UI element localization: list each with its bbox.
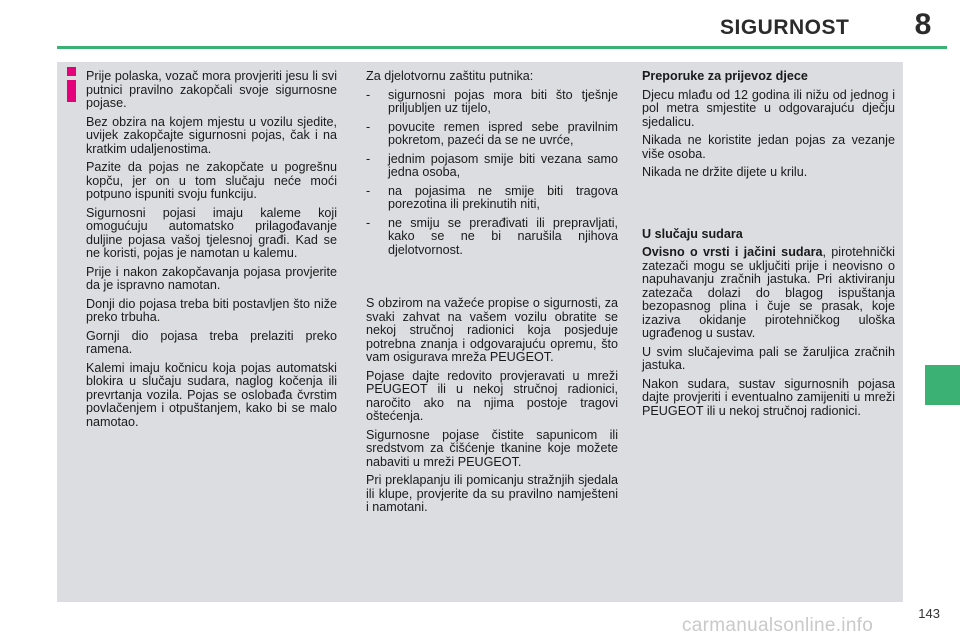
paragraph: Kalemi imaju kočnicu koja pojas automatski blokira u slučaju sudara, naglog kočenja ili prevrtanja vozila. Pojas se oslobađa čvrstim povlačenjem i otpuštanjem, kako bi se malo namotao.: [86, 360, 337, 429]
paragraph: U svim slučajevima pali se žaruljica zračnih jastuka.: [642, 344, 895, 372]
paragraph: Sigurnosni pojasi imaju kaleme koji omogućuju automatsko prilagođavanje duljine pojasa vašoj tjelesnoj građi. Kad se ne koristi, pojas je namotan u kalemu.: [86, 205, 337, 260]
paragraph: Djecu mlađu od 12 godina ili nižu od jednog i pol metra smjestite u odgovarajuću dječju sjedalicu.: [642, 87, 895, 129]
list-dash: -: [366, 215, 371, 230]
paragraph: Pojase dajte redovito provjeravati u mreži PEUGEOT ili u nekoj stručnoj radionici, naročito ako na njima postoje tragovi oštećenja.: [366, 368, 618, 423]
section-heading-children: Preporuke za prijevoz djece: [642, 69, 808, 83]
list-item: [366, 217, 618, 258]
column-left: [86, 70, 337, 434]
paragraph: Prije i nakon zakopčavanja pojasa provjerite da je ispravno namotan.: [86, 264, 337, 292]
header-divider: [57, 46, 947, 49]
column-right: [642, 70, 895, 423]
list-item-text: na pojasima ne smije biti tragova porezotina ili prekinutih niti,: [388, 183, 618, 211]
list-item: [366, 89, 618, 116]
chapter-number: 8: [914, 8, 932, 41]
watermark: carmanualsonline.info: [682, 615, 874, 636]
paragraph: Pri preklapanju ili pomicanju stražnjih sjedala ili klupe, provjerite da su pravilno namješteni i namotani.: [366, 473, 618, 514]
list-item-text: sigurnosni pojas mora biti što tješnje priljubljen uz tijelo,: [388, 87, 618, 115]
paragraph: Sigurnosne pojase čistite sapunicom ili sredstvom za čišćenje tkanine koje možete nabaviti u mreži PEUGEOT.: [366, 427, 618, 469]
list-dash: -: [366, 119, 371, 134]
list-item-text: povucite remen ispred sebe pravilnim pokretom, pazeći da se ne uvrće,: [388, 119, 618, 147]
paragraph: Nikada ne koristite jedan pojas za vezanje više osoba.: [642, 133, 895, 161]
info-icon: [61, 66, 81, 104]
list-intro: Za djelotvornu zaštitu putnika:: [366, 69, 534, 83]
list-item: [366, 185, 618, 212]
list-dash: -: [366, 87, 371, 102]
paragraph: [642, 246, 895, 341]
chapter-title: SIGURNOST: [720, 16, 850, 39]
paragraph: Nikada ne držite dijete u krilu.: [642, 165, 808, 179]
paragraph: Prije polaska, vozač mora provjeriti jesu li svi putnici pravilno zakopčali svoje sigurnosne pojase.: [86, 69, 337, 110]
paragraph: Nakon sudara, sustav sigurnosnih pojasa dajte provjeriti i eventualno zamijeniti u mreži PEUGEOT ili u nekoj stručnoj radionici.: [642, 376, 895, 418]
paragraph: S obzirom na važeće propise o sigurnosti, za svaki zahvat na vašem vozilu obratite se nekoj stručnoj radionici koja posjeduje potrebna znanja i odgovarajuću opremu, što vam osigurava mreža PEUGEOT.: [366, 296, 618, 364]
info-icon-dot: [67, 67, 76, 76]
page-number: 143: [918, 606, 940, 621]
list-item: [366, 121, 618, 148]
lead-bold-text: Ovisno o vrsti i jačini sudara: [642, 245, 823, 259]
list-dash: -: [366, 183, 371, 198]
column-middle: [366, 70, 618, 520]
list-item: [366, 153, 618, 180]
chapter-side-tab: [925, 365, 960, 405]
paragraph: Pazite da pojas ne zakopčate u pogrešnu kopču, jer on u tom slučaju neće moći potpuno ispuniti svoju funkciju.: [86, 160, 337, 201]
paragraph: Gornji dio pojasa treba prelaziti preko ramena.: [86, 328, 337, 356]
lead-rest-text: , pirotehnički zatezači mogu se uključiti prije i neovisno o napuhavanju zračnih jastuka. Pri aktiviranju zatezača dolazi do blagog ispuštanja bezopasnog plina i čuje se prasak, koje izaziva okidanje pirotehničkog uloška ugrađenog u sustav.: [642, 245, 895, 340]
info-icon-bar: [67, 80, 76, 102]
paragraph: Donji dio pojasa treba biti postavljen što niže preko trbuha.: [86, 296, 337, 324]
list-item-text: ne smiju se prerađivati ili prepravljati, kako se ne bi narušila njihova djelotvornost.: [388, 215, 618, 257]
section-heading-collision: U slučaju sudara: [642, 226, 743, 241]
list-dash: -: [366, 151, 371, 166]
paragraph: Bez obzira na kojem mjestu u vozilu sjedite, uvijek zakopčajte sigurnosni pojas, čak i na kratkim udaljenostima.: [86, 114, 337, 156]
list-item-text: jednim pojasom smije biti vezana samo jedna osoba,: [388, 151, 618, 179]
